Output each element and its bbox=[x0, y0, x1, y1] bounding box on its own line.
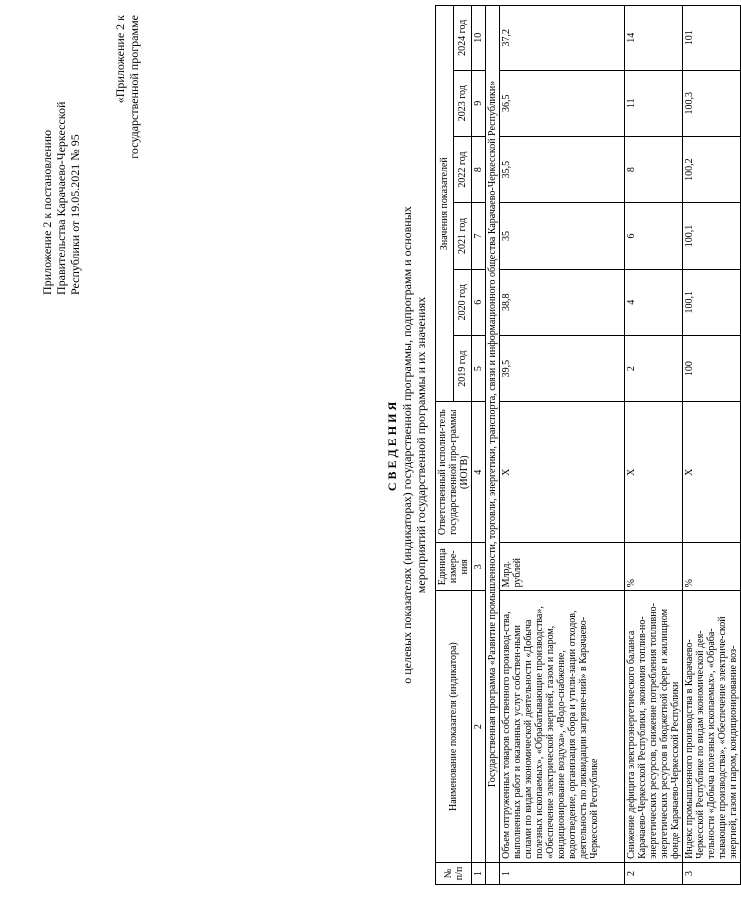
value-2019: 39,5 bbox=[500, 335, 625, 401]
row-number: 2 bbox=[625, 862, 683, 884]
resolution-header-line-2: Правительства Карачаево-Черкесской bbox=[54, 101, 68, 295]
document-title: СВЕДЕНИЯ bbox=[385, 398, 399, 492]
value-2024: 101 bbox=[683, 6, 741, 71]
header-year: 2024 год bbox=[454, 6, 472, 71]
header-unit: Единица измере-ния bbox=[436, 543, 472, 591]
header-number: № п/п bbox=[436, 862, 472, 884]
annex-label bbox=[113, 15, 141, 205]
value-2019: 100 bbox=[683, 335, 741, 401]
row-number: 3 bbox=[683, 862, 741, 884]
column-index: 9 bbox=[472, 70, 486, 136]
annex-label-line-1: «Приложение 2 к bbox=[113, 15, 127, 104]
header-year: 2021 год bbox=[454, 203, 472, 269]
value-2023: 36,5 bbox=[500, 70, 625, 136]
resolution-header bbox=[40, 35, 82, 295]
value-2022: 35,5 bbox=[500, 136, 625, 202]
indicator-name: Индекс промышленного производства в Карачаево-Черкесской Республике по видам экономической дея-тельности «Добыча полезных ископаемых», «Обраба-тывающие производства», «Обеспечение электриче-ской энергией, газом и паром, кондиционирование воз- bbox=[683, 591, 741, 863]
table-row bbox=[500, 6, 625, 885]
column-index: 5 bbox=[472, 335, 486, 401]
header-values: Значения показателей bbox=[436, 6, 454, 402]
column-index: 2 bbox=[472, 591, 486, 863]
program-row bbox=[486, 6, 500, 885]
column-index-row bbox=[472, 6, 486, 885]
value-2024: 14 bbox=[625, 6, 683, 71]
subtitle-line-1: о целевых показателях (индикаторах) государственной программы, подпрограмм и основных bbox=[400, 206, 414, 684]
column-index: 10 bbox=[472, 6, 486, 71]
value-2023: 100,3 bbox=[683, 70, 741, 136]
unit: % bbox=[625, 543, 683, 591]
header-year: 2020 год bbox=[454, 269, 472, 335]
header-indicator-name: Наименование показателя (индикатора) bbox=[436, 591, 472, 863]
annex-label-line-2: государственной программе bbox=[127, 15, 141, 159]
header-year: 2022 год bbox=[454, 136, 472, 202]
responsible: Х bbox=[625, 402, 683, 543]
value-2022: 100,2 bbox=[683, 136, 741, 202]
responsible: Х bbox=[500, 402, 625, 543]
value-2020: 4 bbox=[625, 269, 683, 335]
header-responsible: Ответственный исполни-тель государственной про-граммы (ИОГВ) bbox=[436, 402, 472, 543]
resolution-header-line-1: Приложение 2 к постановлению bbox=[40, 129, 54, 295]
value-2020: 38,8 bbox=[500, 269, 625, 335]
resolution-header-line-3: Республики от 19.05.2021 № 95 bbox=[68, 134, 82, 295]
table-row bbox=[683, 6, 741, 885]
subtitle-line-2: мероприятий государственной программы и их значениях bbox=[414, 296, 428, 594]
header-year: 2023 год bbox=[454, 70, 472, 136]
indicator-name: Снижение дефицита электроэнергетического баланса Карачаево-Черкесской Республики, экономия топлив-но-энергетических ресурсов, снижение потребления топливно-энергетических ресурсов в бюджетной сфере и жилищном фонде Карачаево-Черкесской Республики bbox=[625, 591, 683, 863]
value-2021: 6 bbox=[625, 203, 683, 269]
indicators-table bbox=[435, 5, 741, 885]
column-index: 3 bbox=[472, 543, 486, 591]
column-index: 7 bbox=[472, 203, 486, 269]
indicator-name: Объем отгруженных товаров собственного производ-ства, выполненных работ и оказанных услуг собствен-ными силами по видам экономической деятельности «Добыча полезных ископаемых», «Обрабатывающие производства», «Обеспечение электрической энергией, газом и паром, кондиционирование воздуха», «Водо-снабжение, водоотведение, организация сбора и утили-зации отходов, деятельность по ликвидации загрязне-ний» в Карачаево-Черкесской Республике bbox=[500, 591, 625, 863]
value-2019: 2 bbox=[625, 335, 683, 401]
program-title: Государственная программа «Развитие промышленности, торговли, энергетики, транспорта, связи и информационного общества Карачаево-Черкесской Республики» bbox=[486, 6, 500, 863]
column-index: 1 bbox=[472, 862, 486, 884]
header-year: 2019 год bbox=[454, 335, 472, 401]
value-2023: 11 bbox=[625, 70, 683, 136]
unit: Млрд. рублей bbox=[500, 543, 625, 591]
row-number: 1 bbox=[500, 862, 625, 884]
responsible: Х bbox=[683, 402, 741, 543]
value-2021: 35 bbox=[500, 203, 625, 269]
value-2020: 100,1 bbox=[683, 269, 741, 335]
value-2022: 8 bbox=[625, 136, 683, 202]
document-subtitle bbox=[400, 105, 428, 785]
program-row-spacer bbox=[486, 862, 500, 884]
column-index: 6 bbox=[472, 269, 486, 335]
column-index: 8 bbox=[472, 136, 486, 202]
value-2024: 37,2 bbox=[500, 6, 625, 71]
column-index: 4 bbox=[472, 402, 486, 543]
table-row bbox=[625, 6, 683, 885]
value-2021: 100,1 bbox=[683, 203, 741, 269]
unit: % bbox=[683, 543, 741, 591]
